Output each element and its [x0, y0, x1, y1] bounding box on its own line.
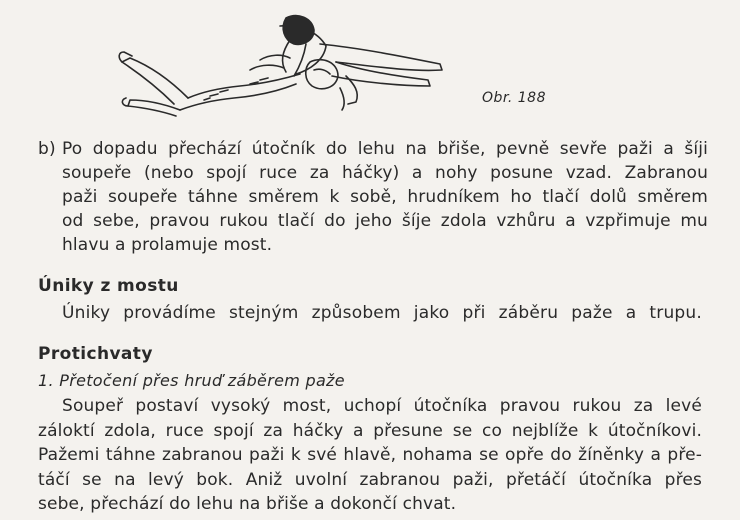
paragraph-line: Soupeř postaví vysoký most, uchopí útočníka pravou rukou za levé [62, 396, 702, 416]
paragraph-line: od sebe, pravou rukou tlačí do jeho šíje zdola vzhůru a vzpřimuje mu [62, 211, 708, 231]
counter-paragraph [38, 394, 702, 517]
paragraph-line: Pažemi táhne zabranou paži k své hlavě, nohama se opře do žíněnky a pře- [38, 445, 702, 465]
subheading-counter-1: 1. Přetočení přes hruď záběrem paže [38, 371, 345, 390]
paragraph-line: Po dopadu přechází útočník do lehu na břiše, pevně sevře paži a šíji [62, 139, 708, 159]
paragraph-line: záloktí zdola, ruce spojí za háčky a přesune se co nejblíže k útočníkovi. [38, 420, 702, 441]
paragraph-label: b) [38, 139, 56, 159]
heading-counter-holds: Protichvaty [38, 344, 153, 364]
paragraph-line: soupeře (nebo spojí ruce za háčky) a nohy posune vzad. Zabranou [62, 163, 708, 183]
paragraph-line: sebe, přechází do lehu na břiše a dokončí chvat. [38, 494, 457, 514]
paragraph-line: paži soupeře táhne směrem k sobě, hrudníkem ho tlačí dolů směrem [62, 187, 708, 207]
escapes-text: Úniky provádíme stejným způsobem jako při záběru paže a trupu. [62, 303, 702, 323]
wrestling-illustration [110, 0, 450, 120]
wrestlers-drawing [110, 0, 450, 120]
heading-escapes: Úniky z mostu [38, 276, 179, 296]
figure-caption: Obr. 188 [482, 90, 546, 106]
paragraph-b [38, 137, 708, 257]
paragraph-line: táčí se na levý bok. Aniž uvolní zabranou paži, přetáčí útočníka přes [38, 469, 702, 490]
paragraph-line: hlavu a prolamuje most. [62, 235, 273, 255]
